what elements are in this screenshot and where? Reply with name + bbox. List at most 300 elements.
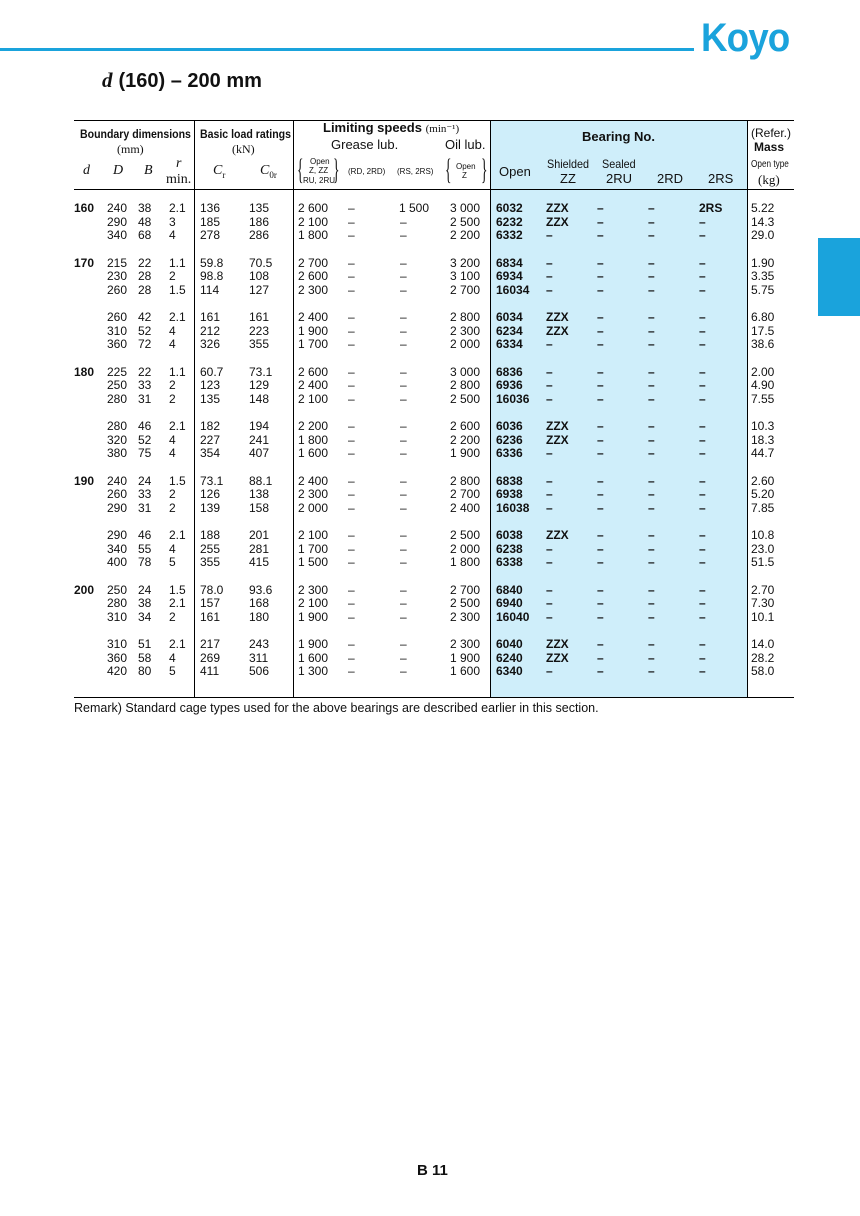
cell-r: 2.1	[169, 637, 186, 651]
cell-grease-open: 2 100	[298, 596, 329, 611]
cell-bearing-2ru: –	[597, 500, 604, 515]
cell-c0r: 281	[249, 541, 270, 556]
cell-c0r: 70.5	[249, 255, 273, 270]
cell-cr: 161	[200, 609, 221, 624]
cell-bearing-2rd: –	[648, 269, 655, 284]
cell-B: 72	[138, 337, 152, 352]
cell-bearing-2ru: –	[597, 269, 604, 284]
cell-mass: 14.0	[751, 637, 775, 651]
header-rule	[0, 48, 694, 51]
cell-r: 4	[169, 337, 176, 352]
cell-r: 4	[169, 228, 176, 243]
cell-bearing-2rs: –	[699, 419, 706, 433]
cell-bearing-open: 6034	[496, 310, 523, 324]
cell-c0r: 88.1	[249, 473, 273, 488]
cell-bearing-2rd: –	[648, 201, 655, 215]
cell-grease-open: 2 100	[298, 391, 329, 406]
cell-mass: 10.1	[751, 609, 775, 624]
cell-grease-open: 2 100	[298, 214, 329, 229]
cell-mass: 5.22	[751, 201, 775, 215]
cell-c0r: 127	[249, 282, 270, 297]
cell-oil: 2 600	[449, 419, 480, 433]
cell-bearing-open: 16040	[496, 609, 530, 624]
table-row	[0, 338, 860, 352]
cell-cr: 255	[200, 541, 221, 556]
cell-grease-rd: –	[348, 596, 355, 611]
cell-D: 360	[107, 650, 128, 665]
grease-header: Grease lub.	[331, 137, 399, 152]
cell-B: 55	[138, 541, 152, 556]
cell-grease-open: 2 100	[298, 528, 329, 542]
cell-bearing-zz: ZZX	[546, 528, 569, 542]
cell-grease-rd: –	[348, 637, 355, 651]
cell-c0r: 286	[249, 228, 270, 243]
cell-cr: 73.1	[200, 473, 224, 488]
cell-oil: 1 900	[449, 650, 480, 665]
cell-grease-rd: –	[348, 664, 355, 679]
cell-bearing-zz: –	[546, 364, 553, 379]
cell-c0r: 135	[249, 201, 270, 215]
cell-B: 68	[138, 228, 152, 243]
table-row	[0, 229, 860, 243]
cell-grease-open: 2 300	[298, 487, 329, 502]
cell-B: 22	[138, 255, 152, 270]
cell-bearing-2ru: –	[597, 419, 604, 433]
cell-cr: 139	[200, 500, 221, 515]
cell-grease-rs: –	[400, 378, 407, 393]
bn-2ru-header: 2RU	[606, 171, 633, 186]
cell-mass: 4.90	[751, 378, 775, 393]
cell-c0r: 73.1	[249, 364, 273, 379]
table-row	[0, 475, 860, 489]
cell-grease-open: 2 600	[298, 364, 329, 379]
cell-bearing-open: 6938	[496, 487, 523, 502]
bn-sealed-header: Sealed	[602, 157, 636, 171]
cell-D: 230	[107, 269, 128, 284]
cell-D: 280	[107, 419, 128, 433]
cell-r: 1.5	[169, 473, 186, 488]
cell-c0r: 108	[249, 269, 270, 284]
cell-grease-rd: –	[348, 378, 355, 393]
cell-bearing-2ru: –	[597, 609, 604, 624]
title-text: (160) – 200 mm	[118, 70, 262, 92]
limiting-header	[323, 121, 459, 136]
cell-grease-rs: –	[400, 323, 407, 338]
cell-bearing-zz: –	[546, 378, 553, 393]
cell-r: 2.1	[169, 310, 186, 324]
table-row	[0, 325, 860, 339]
cell-mass: 38.6	[751, 337, 775, 352]
cell-oil: 2 500	[449, 391, 480, 406]
cell-grease-open: 1 900	[298, 637, 329, 651]
cell-oil: 2 400	[449, 500, 480, 515]
cell-bearing-zz: –	[546, 487, 553, 502]
cell-cr: 135	[200, 391, 221, 406]
cell-grease-rs: –	[400, 555, 407, 570]
cell-cr: 227	[200, 432, 221, 447]
cell-grease-rd: –	[348, 446, 355, 461]
cell-bearing-open: 6840	[496, 582, 523, 597]
cell-oil: 2 300	[449, 637, 480, 651]
cell-r: 2.1	[169, 201, 186, 215]
cell-mass: 23.0	[751, 541, 775, 556]
table-row	[0, 379, 860, 393]
cell-grease-rd: –	[348, 500, 355, 515]
cell-D: 290	[107, 528, 128, 542]
cell-B: 28	[138, 282, 152, 297]
cell-bearing-open: 6340	[496, 664, 523, 679]
cell-bearing-2rs: –	[699, 528, 706, 542]
remark-note: Remark) Standard cage types used for the above bearings are described earlier in this section.	[74, 701, 599, 715]
table-row	[0, 611, 860, 625]
cell-grease-open: 2 600	[298, 201, 329, 215]
cell-mass: 2.00	[751, 364, 775, 379]
cell-mass: 44.7	[751, 446, 775, 461]
cell-oil: 3 000	[449, 201, 480, 215]
cell-r: 5	[169, 664, 176, 679]
cell-mass: 6.80	[751, 310, 775, 324]
cell-mass: 7.30	[751, 596, 775, 611]
cell-D: 360	[107, 337, 128, 352]
cell-grease-rs: –	[400, 446, 407, 461]
cell-r: 2	[169, 378, 176, 393]
cell-r: 1.1	[169, 364, 186, 379]
cell-bearing-2rd: –	[648, 282, 655, 297]
speed-open-line2: Z, ZZ	[309, 166, 329, 175]
cell-d: 170	[74, 255, 95, 270]
cell-c0r: 243	[249, 637, 270, 651]
cell-bearing-open: 6334	[496, 337, 523, 352]
page-title	[102, 68, 262, 93]
cell-bearing-2ru: –	[597, 473, 604, 488]
cell-c0r: 407	[249, 446, 270, 461]
cell-oil: 1 900	[449, 446, 480, 461]
limiting-label: Limiting speeds	[323, 120, 422, 135]
bn-open-header: Open	[499, 164, 531, 179]
cell-oil: 2 200	[449, 432, 480, 447]
cell-bearing-2rs: –	[699, 596, 706, 611]
col-c0r-header: $C_{0r}$	[260, 163, 277, 180]
cell-oil: 2 500	[449, 596, 480, 611]
cell-bearing-2rd: –	[648, 528, 655, 542]
cell-bearing-2rd: –	[648, 541, 655, 556]
cell-cr: 185	[200, 214, 221, 229]
cell-cr: 59.8	[200, 255, 224, 270]
cell-grease-rd: –	[348, 310, 355, 324]
cell-d: 200	[74, 582, 95, 597]
cell-grease-rs: –	[400, 364, 407, 379]
cell-r: 5	[169, 555, 176, 570]
cell-cr: 212	[200, 323, 221, 338]
cell-B: 51	[138, 637, 152, 651]
cell-bearing-2rd: –	[648, 310, 655, 324]
cell-bearing-2rd: –	[648, 391, 655, 406]
cell-bearing-open: 16038	[496, 500, 530, 515]
cell-bearing-zz: –	[546, 228, 553, 243]
table-row	[0, 447, 860, 461]
cell-bearing-open: 6032	[496, 201, 523, 215]
cell-bearing-2rs: 2RS	[699, 201, 723, 215]
cell-bearing-2rs: –	[699, 214, 706, 229]
cell-bearing-open: 6834	[496, 255, 523, 270]
cell-grease-rs: –	[400, 487, 407, 502]
cell-oil: 2 800	[449, 310, 480, 324]
cell-oil: 3 000	[449, 364, 480, 379]
cell-mass: 10.3	[751, 419, 775, 433]
cell-bearing-2rd: –	[648, 637, 655, 651]
cell-B: 24	[138, 582, 152, 597]
cell-oil: 2 800	[449, 378, 480, 393]
cell-cr: 60.7	[200, 364, 224, 379]
table-row	[0, 665, 860, 679]
cell-d: 180	[74, 364, 95, 379]
cell-bearing-2rd: –	[648, 596, 655, 611]
cell-cr: 217	[200, 637, 221, 651]
cell-grease-open: 1 800	[298, 228, 329, 243]
cell-c0r: 180	[249, 609, 270, 624]
cell-grease-rd: –	[348, 650, 355, 665]
col-rmin-header: min.	[166, 172, 192, 187]
cell-r: 1.5	[169, 282, 186, 297]
cell-grease-rs: –	[400, 596, 407, 611]
cell-grease-rd: –	[348, 228, 355, 243]
table-row	[0, 311, 860, 325]
cell-mass: 10.8	[751, 528, 775, 542]
cell-bearing-2ru: –	[597, 337, 604, 352]
cell-grease-open: 1 600	[298, 650, 329, 665]
cell-grease-open: 1 900	[298, 609, 329, 624]
cell-bearing-2rd: –	[648, 582, 655, 597]
bn-2rs-header: 2RS	[708, 171, 734, 186]
cell-bearing-zz: –	[546, 391, 553, 406]
cell-grease-rd: –	[348, 282, 355, 297]
cell-bearing-2rs: –	[699, 650, 706, 665]
bn-2rd-header: 2RD	[657, 171, 684, 186]
cell-r: 2.1	[169, 596, 186, 611]
cell-cr: 355	[200, 555, 221, 570]
cell-bearing-2rs: –	[699, 446, 706, 461]
cell-oil: 2 700	[449, 487, 480, 502]
cell-c0r: 506	[249, 664, 270, 679]
cell-B: 48	[138, 214, 152, 229]
cell-grease-rs: –	[400, 419, 407, 433]
cell-c0r: 194	[249, 419, 270, 433]
table-bottom-rule	[74, 697, 794, 698]
cell-mass: 3.35	[751, 269, 775, 284]
cell-cr: 188	[200, 528, 221, 542]
cell-bearing-2ru: –	[597, 282, 604, 297]
cell-bearing-zz: –	[546, 473, 553, 488]
cell-grease-rd: –	[348, 323, 355, 338]
cell-mass: 5.75	[751, 282, 775, 297]
cell-grease-rs: –	[400, 528, 407, 542]
cell-c0r: 129	[249, 378, 270, 393]
cell-mass: 51.5	[751, 555, 775, 570]
cell-bearing-open: 6038	[496, 528, 523, 542]
cell-bearing-zz: –	[546, 609, 553, 624]
cell-D: 310	[107, 609, 128, 624]
boundary-unit: (mm)	[117, 142, 144, 156]
cell-B: 46	[138, 419, 152, 433]
table-row	[0, 638, 860, 652]
cell-grease-open: 1 700	[298, 541, 329, 556]
cell-grease-rd: –	[348, 391, 355, 406]
cell-r: 1.1	[169, 255, 186, 270]
bn-shielded-header: Shielded	[547, 157, 590, 171]
cell-cr: 278	[200, 228, 221, 243]
cell-D: 225	[107, 364, 128, 379]
cell-mass: 7.55	[751, 391, 775, 406]
cell-D: 240	[107, 473, 128, 488]
cell-c0r: 93.6	[249, 582, 273, 597]
cell-B: 80	[138, 664, 152, 679]
cell-grease-rd: –	[348, 337, 355, 352]
cell-r: 2	[169, 500, 176, 515]
col-D-header: D	[113, 163, 124, 178]
col-r-header: r	[176, 156, 182, 171]
cell-grease-rd: –	[348, 201, 355, 215]
cell-oil: 2 700	[449, 582, 480, 597]
cell-cr: 114	[200, 282, 220, 297]
cell-mass: 5.20	[751, 487, 775, 502]
cell-B: 31	[138, 500, 152, 515]
cell-oil: 2 500	[449, 528, 480, 542]
cell-B: 22	[138, 364, 152, 379]
cell-grease-rd: –	[348, 214, 355, 229]
cell-bearing-2ru: –	[597, 528, 604, 542]
table-row	[0, 652, 860, 666]
cell-c0r: 223	[249, 323, 270, 338]
speed-open-line1: Open	[310, 157, 330, 166]
cell-r: 2.1	[169, 419, 186, 433]
cell-bearing-open: 6332	[496, 228, 523, 243]
table-row	[0, 257, 860, 271]
cell-bearing-zz: –	[546, 582, 553, 597]
cell-bearing-2ru: –	[597, 664, 604, 679]
cell-r: 2	[169, 391, 176, 406]
bearing-no-header: Bearing No.	[582, 129, 655, 144]
cell-D: 310	[107, 637, 128, 651]
cell-bearing-2rs: –	[699, 255, 706, 270]
cell-bearing-2rs: –	[699, 310, 706, 324]
cell-grease-open: 1 700	[298, 337, 329, 352]
cell-cr: 126	[200, 487, 221, 502]
cell-bearing-2rs: –	[699, 323, 706, 338]
cell-bearing-open: 6936	[496, 378, 523, 393]
cell-cr: 78.0	[200, 582, 224, 597]
cell-cr: 269	[200, 650, 221, 665]
cell-bearing-2rd: –	[648, 255, 655, 270]
cell-bearing-2ru: –	[597, 323, 604, 338]
cell-c0r: 148	[249, 391, 270, 406]
cell-bearing-zz: ZZX	[546, 323, 569, 338]
cell-grease-rd: –	[348, 487, 355, 502]
cell-bearing-2rs: –	[699, 487, 706, 502]
cell-c0r: 311	[249, 650, 269, 665]
cell-bearing-2rd: –	[648, 664, 655, 679]
cell-cr: 326	[200, 337, 221, 352]
cell-bearing-2rd: –	[648, 500, 655, 515]
cell-bearing-open: 6036	[496, 419, 523, 433]
cell-r: 4	[169, 446, 176, 461]
boundary-header: Boundary dimensions	[80, 127, 191, 141]
cell-bearing-2ru: –	[597, 637, 604, 651]
table-row	[0, 488, 860, 502]
cell-oil: 2 500	[449, 214, 480, 229]
cell-grease-open: 2 400	[298, 310, 329, 324]
cell-oil: 2 800	[449, 473, 480, 488]
cell-bearing-2rs: –	[699, 500, 706, 515]
cell-grease-open: 1 800	[298, 432, 329, 447]
cell-bearing-2rd: –	[648, 432, 655, 447]
limiting-unit: (min⁻¹)	[425, 123, 460, 135]
cell-bearing-2ru: –	[597, 228, 604, 243]
cell-B: 33	[138, 378, 152, 393]
load-header: Basic load ratings	[200, 127, 291, 141]
cell-oil: 2 000	[449, 337, 480, 352]
cell-bearing-2rd: –	[648, 473, 655, 488]
cell-D: 290	[107, 214, 128, 229]
table-row	[0, 502, 860, 516]
cell-bearing-2ru: –	[597, 582, 604, 597]
cell-grease-rs: –	[400, 473, 407, 488]
cell-grease-rd: –	[348, 582, 355, 597]
cell-mass: 2.70	[751, 582, 775, 597]
table-row	[0, 529, 860, 543]
cell-bearing-2ru: –	[597, 364, 604, 379]
cell-r: 2	[169, 609, 176, 624]
cell-r: 2.1	[169, 528, 186, 542]
cell-r: 3	[169, 214, 176, 229]
cell-bearing-2ru: –	[597, 255, 604, 270]
cell-grease-open: 2 200	[298, 419, 329, 433]
table-row	[0, 597, 860, 611]
cell-D: 340	[107, 541, 128, 556]
cell-bearing-2rd: –	[648, 487, 655, 502]
cell-bearing-zz: –	[546, 255, 553, 270]
cell-B: 34	[138, 609, 152, 624]
cell-bearing-2rs: –	[699, 637, 706, 651]
cell-mass: 28.2	[751, 650, 775, 665]
cell-bearing-open: 6934	[496, 269, 523, 284]
cell-bearing-2rd: –	[648, 364, 655, 379]
cell-D: 260	[107, 487, 128, 502]
cell-bearing-2rs: –	[699, 282, 706, 297]
cell-cr: 411	[200, 664, 220, 679]
table-row	[0, 216, 860, 230]
cell-grease-rs: –	[400, 432, 407, 447]
cell-grease-rs: –	[400, 214, 407, 229]
cell-bearing-zz: –	[546, 282, 553, 297]
cell-bearing-zz: ZZX	[546, 214, 569, 229]
cell-c0r: 201	[249, 528, 270, 542]
cell-r: 4	[169, 432, 176, 447]
cell-cr: 136	[200, 201, 221, 215]
cell-bearing-2rs: –	[699, 391, 706, 406]
cell-D: 280	[107, 391, 128, 406]
cell-B: 42	[138, 310, 152, 324]
cell-D: 380	[107, 446, 128, 461]
cell-D: 420	[107, 664, 128, 679]
cell-r: 2	[169, 487, 176, 502]
cell-oil: 2 200	[449, 228, 480, 243]
cell-grease-open: 2 600	[298, 269, 329, 284]
cell-grease-rs: –	[400, 582, 407, 597]
cell-oil: 2 300	[449, 323, 480, 338]
cell-bearing-zz: ZZX	[546, 201, 569, 215]
cell-grease-open: 2 700	[298, 255, 329, 270]
cell-r: 4	[169, 541, 176, 556]
